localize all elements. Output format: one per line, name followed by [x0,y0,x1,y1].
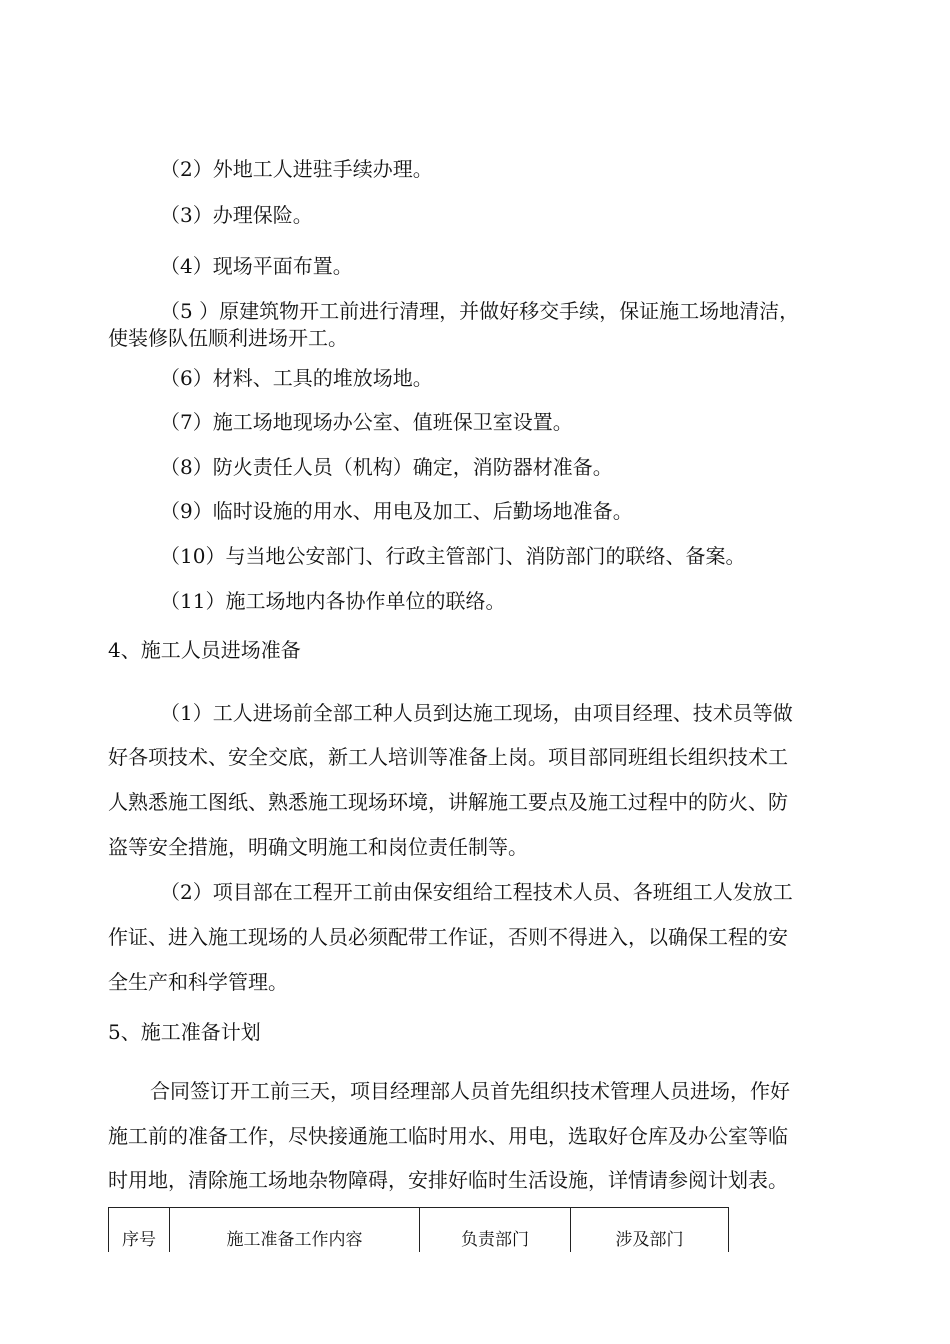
list-item-3: （3）办理保险。 [160,203,313,227]
list-item-2: （2）外地工人进驻手续办理。 [160,157,433,181]
list-item-9: （9）临时设施的用水、用电及加工、后勤场地准备。 [160,499,633,523]
paragraph-3-line-1: 合同签订开工前三天，项目经理部人员首先组织技术管理人员进场，作好 [150,1079,790,1103]
header-cell-responsible: 负责部门 [420,1208,571,1252]
paragraph-3-line-2: 施工前的准备工作，尽快接通施工临时用水、用电，选取好仓库及办公室等临 [108,1124,788,1148]
paragraph-3-line-3: 时用地，清除施工场地杂物障碍，安排好临时生活设施，详情请参阅计划表。 [108,1168,788,1192]
list-item-11: （11）施工场地内各协作单位的联络。 [160,589,506,613]
paragraph-2-line-2: 作证、进入施工现场的人员必须配带工作证，否则不得进入，以确保工程的安 [108,925,788,949]
list-item-5-line-2: 使装修队伍顺利进场开工。 [108,326,348,350]
paragraph-1-line-4: 盗等安全措施，明确文明施工和岗位责任制等。 [108,835,528,859]
list-item-5-line-1: （5 ）原建筑物开工前进行清理，并做好移交手续，保证施工场地清洁， [160,299,800,323]
list-item-4: （4）现场平面布置。 [160,254,353,278]
list-item-6: （6）材料、工具的堆放场地。 [160,366,433,390]
paragraph-1-line-3: 人熟悉施工图纸、熟悉施工现场环境，讲解施工要点及施工过程中的防火、防 [108,790,788,814]
table-header-row [109,1208,729,1252]
list-item-10: （10）与当地公安部门、行政主管部门、消防部门的联络、备案。 [160,544,746,568]
paragraph-1-line-2: 好各项技术、安全交底，新工人培训等准备上岗。项目部同班组长组织技术工 [108,745,788,769]
section-heading-5: 5、施工准备计划 [108,1020,261,1044]
header-cell-content: 施工准备工作内容 [170,1208,420,1252]
page-bottom-margin [0,1252,950,1344]
header-cell-index: 序号 [109,1208,170,1252]
paragraph-2-line-3: 全生产和科学管理。 [108,970,288,994]
paragraph-2-line-1: （2）项目部在工程开工前由保安组给工程技术人员、各班组工人发放工 [160,880,793,904]
plan-table [108,1207,729,1252]
header-cell-involved: 涉及部门 [571,1208,729,1252]
section-heading-4: 4、施工人员进场准备 [108,638,301,662]
list-item-8: （8）防火责任人员（机构）确定，消防器材准备。 [160,455,613,479]
list-item-7: （7）施工场地现场办公室、值班保卫室设置。 [160,410,573,434]
paragraph-1-line-1: （1）工人进场前全部工种人员到达施工现场，由项目经理、技术员等做 [160,701,793,725]
